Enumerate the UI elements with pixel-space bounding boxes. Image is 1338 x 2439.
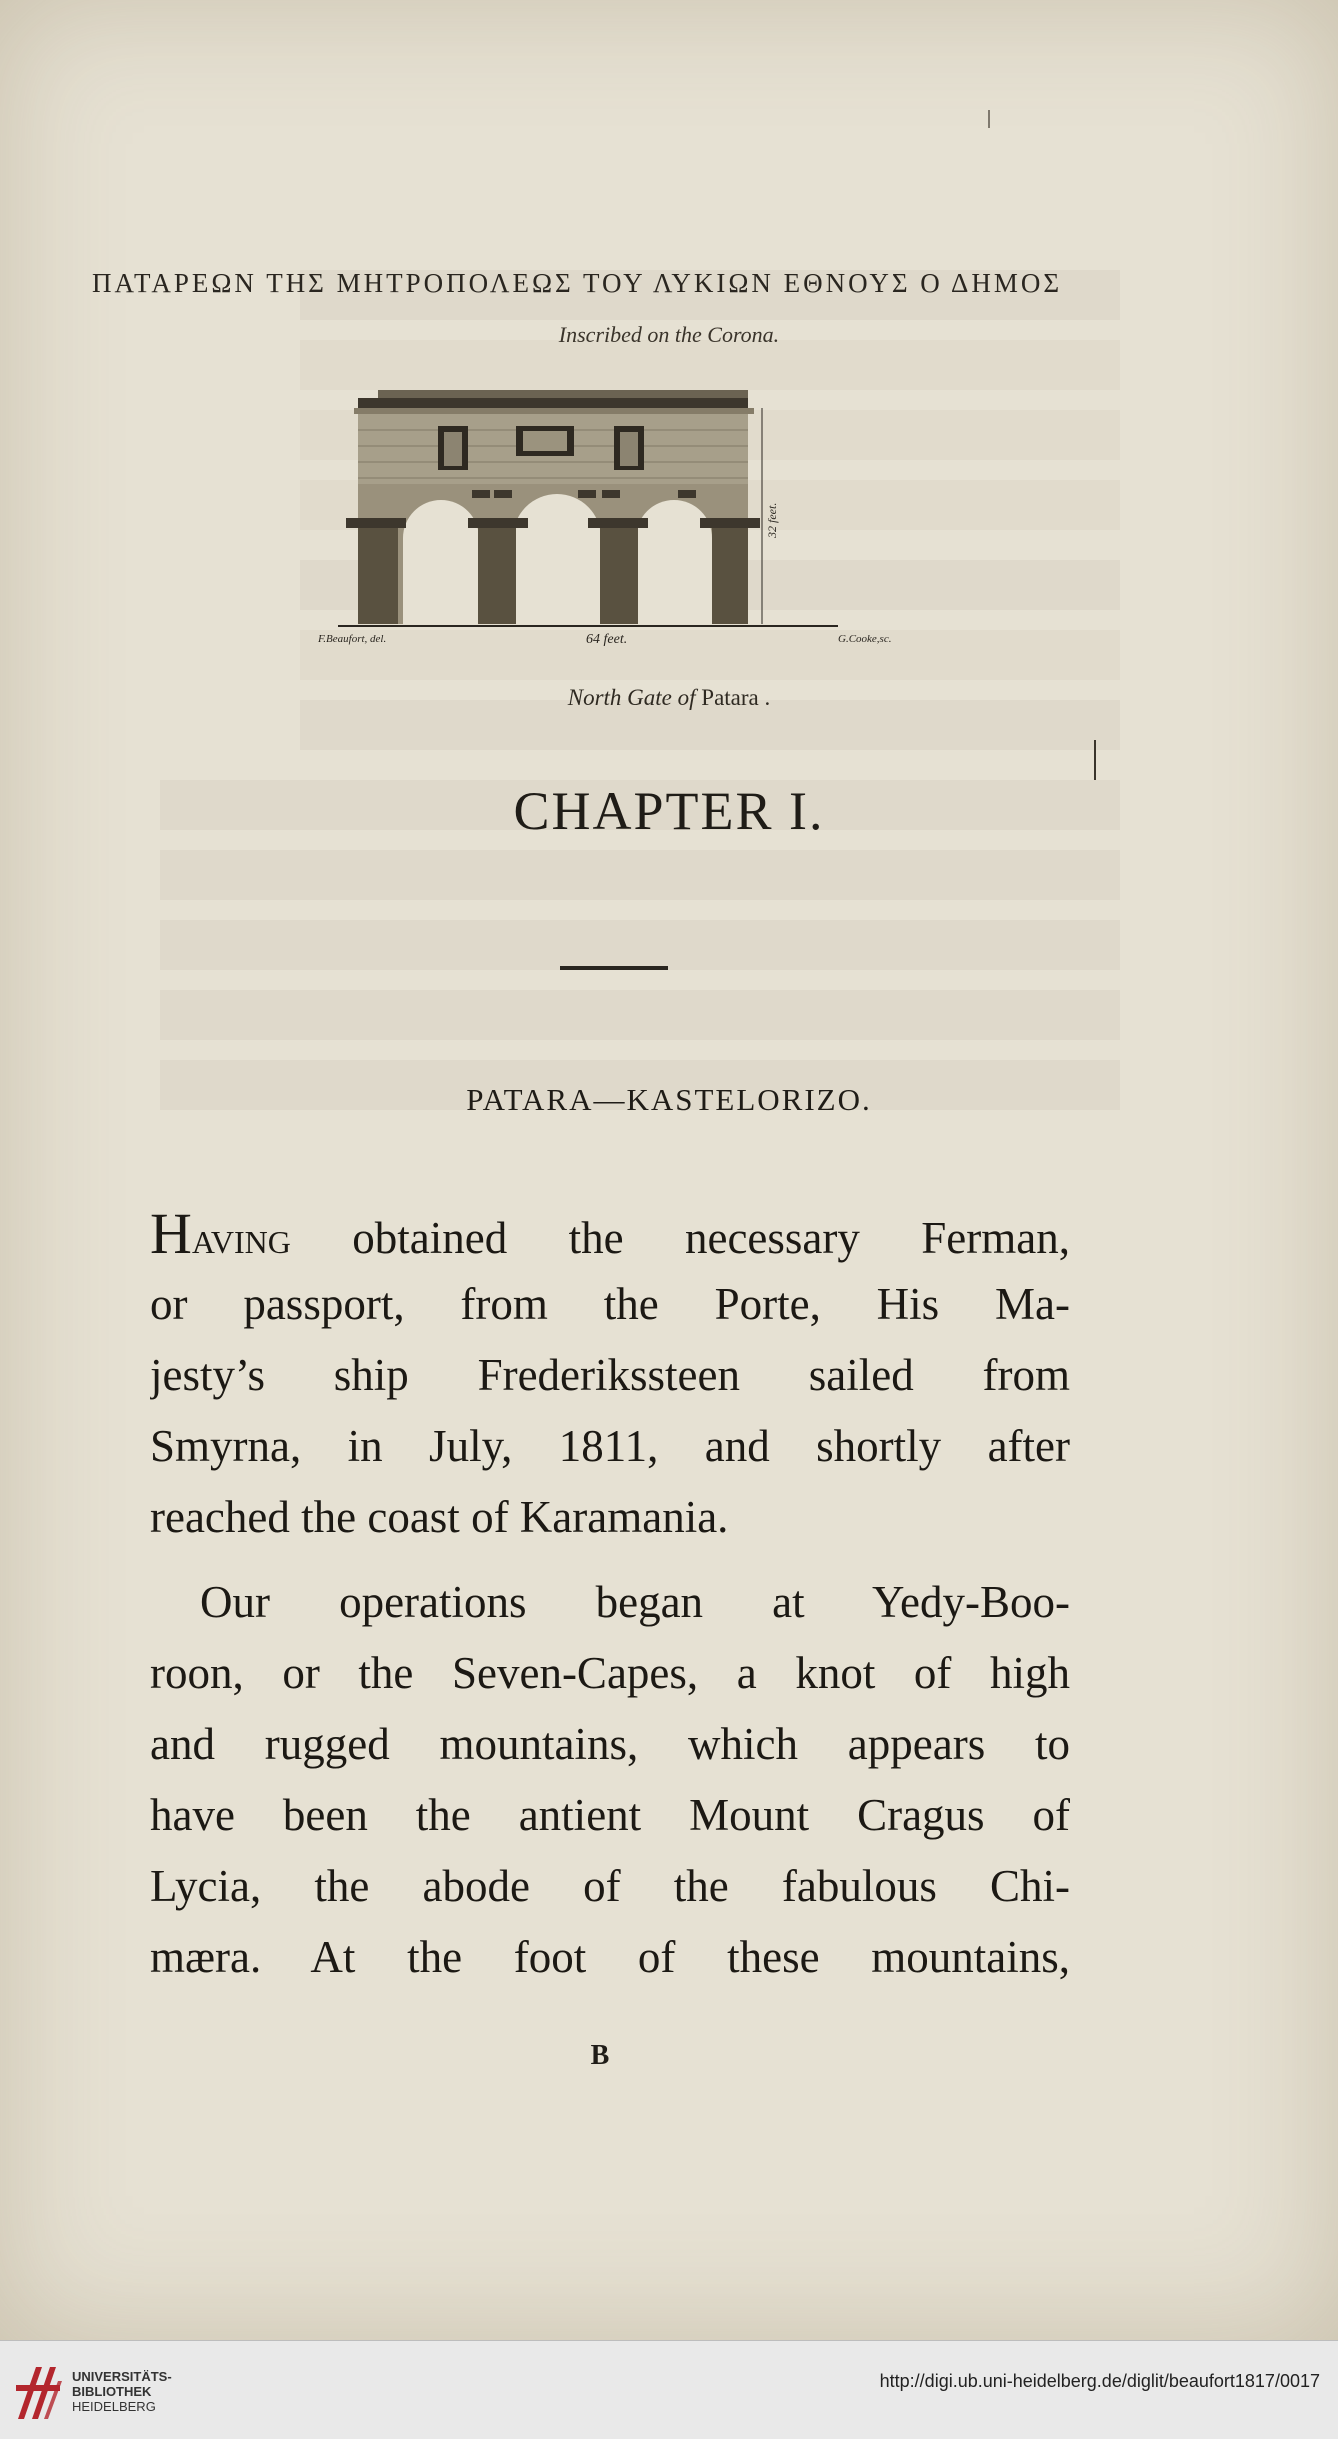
- paragraph-2-line-3: and rugged mountains, which appears to: [150, 1719, 1070, 1769]
- dropcap: H: [150, 1201, 192, 1266]
- paragraph-1-line-2: or passport, from the Porte, His Ma-: [150, 1279, 1070, 1329]
- paragraph-1-line-4: Smyrna, in July, 1811, and shortly after: [150, 1421, 1070, 1471]
- paragraph-2-line-2: roon, or the Seven-Capes, a knot of high: [150, 1648, 1070, 1698]
- institution-line-3: HEIDELBERG: [72, 2399, 156, 2414]
- figure-height-label: 32 feet.: [765, 502, 779, 538]
- paragraph-2-line-1: Our operations began at Yedy-Boo-: [200, 1577, 1070, 1627]
- institution-name: [72, 2369, 172, 2414]
- figure-caption-place: Patara .: [701, 685, 771, 710]
- paragraph-2-line-6: mæra. At the foot of these mountains,: [150, 1932, 1070, 1982]
- paragraph-1-line-5: reached the coast of Karamania.: [150, 1492, 729, 1542]
- paragraph-1: [150, 1198, 1070, 1553]
- figure-credit-right: G.Cooke,sc.: [838, 633, 892, 645]
- paragraph-2: [150, 1567, 1070, 1993]
- inscription-note: Inscribed on the Corona.: [558, 322, 780, 347]
- paragraph-2-line-5: Lycia, the abode of the fabulous Chi-: [150, 1861, 1070, 1911]
- figure-caption-italic: North Gate of: [567, 685, 696, 710]
- greek-inscription: ΠΑΤΑΡΕΩΝ ΤΗΣ ΜΗΤΡΟΠΟΛΕΩΣ ΤΟΥ ΛΥΚΙΩΝ ΕΘΝΟΥΣ Ο ΔΗΜΟΣ: [92, 268, 1063, 298]
- institution-line-2: BIBLIOTHEK: [72, 2384, 152, 2399]
- north-gate-engraving: [318, 368, 898, 663]
- margin-mark: [1094, 740, 1096, 780]
- institution-line-1: UNIVERSITÄTS-: [72, 2369, 172, 2384]
- smallcaps-word: aving: [191, 1213, 291, 1263]
- chapter-subtitle: PATARA—KASTELORIZO.: [466, 1082, 872, 1117]
- university-logo-icon[interactable]: [14, 2361, 64, 2423]
- paragraph-1-line-3: jesty’s ship Frederikssteen sailed from: [150, 1350, 1070, 1400]
- figure-caption: [0, 685, 1338, 711]
- figure-width-label: 64 feet.: [586, 632, 628, 647]
- paragraph-2-line-4: have been the antient Mount Cragus of: [150, 1790, 1070, 1840]
- signature-mark: B: [590, 2040, 610, 2071]
- figure-credit-left: F.Beaufort, del.: [318, 633, 387, 645]
- margin-mark: [988, 110, 990, 128]
- paragraph-1-line-1: [150, 1198, 1070, 1269]
- line-1-rest: obtained the necessary Ferman,: [290, 1213, 1070, 1263]
- title-rule: [560, 966, 668, 970]
- viewer-footer: [0, 2340, 1338, 2439]
- permalink-url[interactable]: http://digi.ub.uni-heidelberg.de/diglit/beaufort1817/0017: [879, 2371, 1320, 2391]
- chapter-title: CHAPTER I.: [513, 781, 825, 841]
